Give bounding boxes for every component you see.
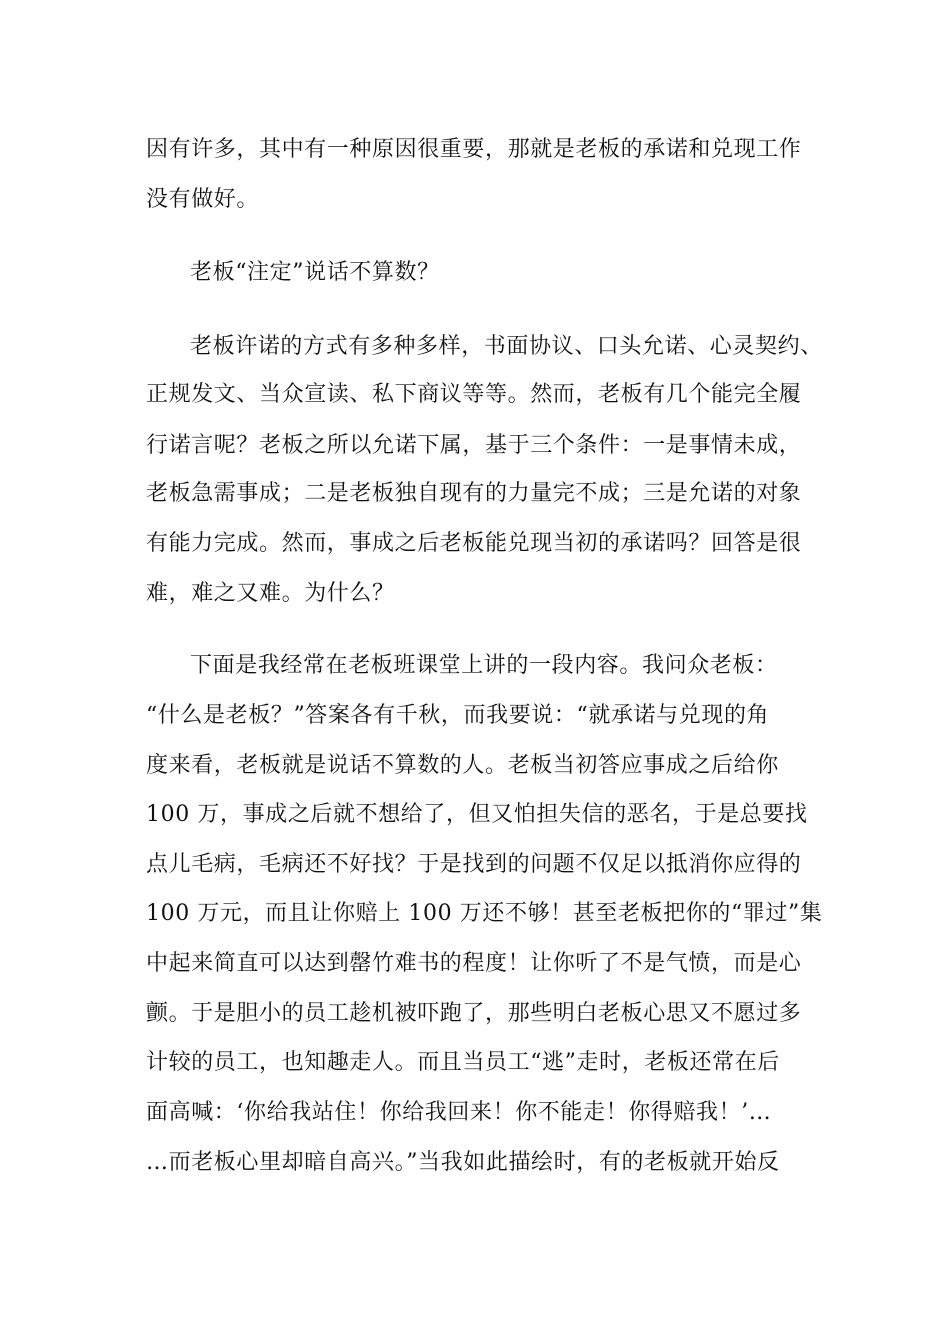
paragraph-3-line-5: 点儿毛病，毛病还不好找？于是找到的问题不仅足以抵消你应得的 <box>146 852 802 877</box>
section-heading: 老板“注定”说话不算数？ <box>190 260 440 285</box>
paragraph-2-line-1: 老板许诺的方式有多种多样，书面协议、口头允诺、心灵契约、 <box>190 334 823 359</box>
paragraph-1-line-2: 没有做好。 <box>146 187 260 212</box>
paragraph-3-line-2: “什么是老板？”答案各有千秋，而我要说：“就承诺与兑现的角 <box>146 703 770 728</box>
paragraph-3-line-4: 100 万，事成之后就不想给了，但又怕担失信的恶名，于是总要找 <box>146 802 808 827</box>
paragraph-3-line-10: 面高喊：‘你给我站住！你给我回来！你不能走！你得赔我！’… <box>146 1100 772 1125</box>
paragraph-1-line-1: 因有许多，其中有一种原因很重要，那就是老板的承诺和兑现工作 <box>146 137 802 162</box>
paragraph-2-line-2: 正规发文、当众宣读、私下商议等等。然而，老板有几个能完全履 <box>146 382 802 407</box>
paragraph-3-line-11: …而老板心里却暗自高兴。”当我如此描绘时，有的老板就开始反 <box>146 1150 780 1175</box>
paragraph-3-line-6: 100 万元，而且让你赔上 100 万还不够！甚至老板把你的“罪过”集 <box>146 901 823 926</box>
paragraph-2-line-3: 行诺言呢？老板之所以允诺下属，基于三个条件：一是事情未成， <box>146 433 802 458</box>
paragraph-2-line-4: 老板急需事成；二是老板独自现有的力量完不成；三是允诺的对象 <box>146 481 802 506</box>
paragraph-3-line-3: 度来看，老板就是说话不算数的人。老板当初答应事成之后给你 <box>146 753 779 778</box>
paragraph-3-line-7: 中起来简直可以达到罄竹难书的程度！让你听了不是气愤，而是心 <box>146 951 802 976</box>
paragraph-3-line-9: 计较的员工，也知趣走人。而且当员工“逃”走时，老板还常在后 <box>146 1050 780 1075</box>
paragraph-2-line-5: 有能力完成。然而，事成之后老板能兑现当初的承诺吗？回答是很 <box>146 531 802 556</box>
paragraph-2-line-6: 难，难之又难。为什么？ <box>146 581 395 606</box>
paragraph-3-line-1: 下面是我经常在老板班课堂上讲的一段内容。我问众老板： <box>190 653 778 678</box>
paragraph-3-line-8: 颤。于是胆小的员工趁机被吓跑了，那些明白老板心思又不愿过多 <box>146 1001 802 1026</box>
